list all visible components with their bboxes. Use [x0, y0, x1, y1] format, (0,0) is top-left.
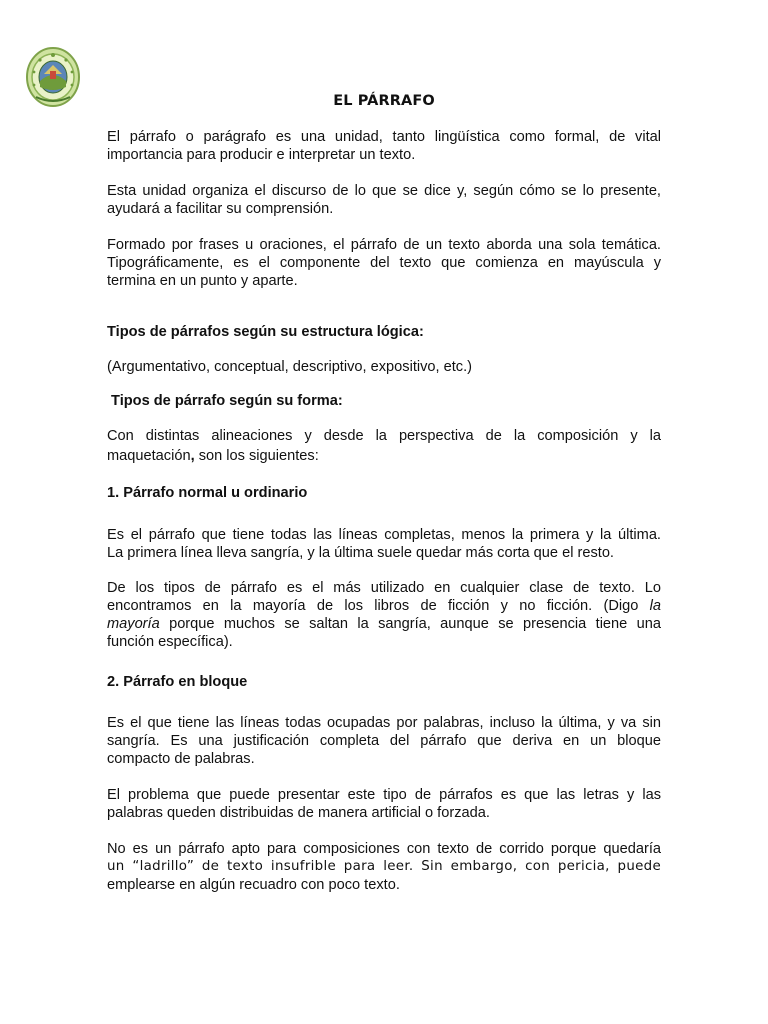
paragraph-line [107, 446, 661, 466]
page-title: EL PÁRRAFO [333, 93, 435, 109]
paragraph-line: El problema que puede presentar este tipo de párrafos es que las letras y las [107, 787, 661, 803]
paragraph-organization [107, 182, 661, 218]
bold-comma: , [190, 448, 195, 464]
paragraph-line [107, 615, 661, 633]
paragraph-line: función específica). [107, 634, 233, 650]
paragraph-line: El párrafo o parágrafo es una unidad, tanto lingüística como formal, de vital [107, 129, 661, 145]
paragraph-line: Esta unidad organiza el discurso de lo que se dice y, según cómo se lo presente, [107, 183, 661, 199]
section-heading-normal-paragraph: 1. Párrafo normal u ordinario [107, 485, 308, 501]
paragraph-line: ayudará a facilitar su comprensión. [107, 201, 334, 217]
paragraph-line: Tipográficamente, es el componente del texto que comienza en mayúscula y [107, 255, 661, 271]
section-heading-form-types: Tipos de párrafo según su forma: [107, 393, 343, 409]
paragraph-line: termina en un punto y aparte. [107, 273, 298, 289]
paragraph-line [107, 597, 661, 615]
paragraph-intro [107, 128, 661, 164]
paragraph-line: sangría. Es una justificación completa del párrafo que deriva en un bloque [107, 733, 661, 749]
paragraph-line: importancia para producir e interpretar un texto. [107, 147, 416, 163]
paragraph-form-intro [107, 426, 661, 466]
paragraph-normal-description [107, 526, 661, 562]
paragraph-line: Con distintas alineaciones y desde la perspectiva de la composición y la [107, 428, 661, 444]
paragraph-line: un “ladrillo” de texto insufrible para leer. Sin embargo, con pericia, puede [107, 859, 661, 874]
maquetacion-word: maquetación [107, 448, 191, 464]
logical-types-examples: (Argumentativo, conceptual, descriptivo, expositivo, etc.) [107, 359, 473, 375]
paragraph-line: La primera línea lleva sangría, y la última suele quedar más corta que el resto. [107, 545, 614, 561]
paragraph-line: Es el párrafo que tiene todas las líneas completas, menos la primera y la última. [107, 527, 661, 543]
paragraph-line: emplearse en algún recuadro con poco texto. [107, 877, 400, 893]
line-text: encontramos en la mayoría de los libros de ficción y no ficción. (Digo [107, 598, 650, 614]
paragraph-block-problem [107, 786, 661, 822]
section-heading-block-paragraph: 2. Párrafo en bloque [107, 674, 248, 690]
line-tail: son los siguientes: [194, 448, 319, 464]
paragraph-line: No es un párrafo apto para composiciones con texto de corrido porque quedaría [107, 841, 661, 857]
paragraph-block-usage [107, 840, 661, 894]
paragraph-line: De los tipos de párrafo es el más utilizado en cualquier clase de texto. Lo [107, 580, 661, 596]
paragraph-line: palabras queden distribuidas de manera artificial o forzada. [107, 805, 490, 821]
paragraph-line: compacto de palabras. [107, 751, 255, 767]
paragraph-line: Formado por frases u oraciones, el párrafo de un texto aborda una sola temática. [107, 237, 661, 253]
paragraph-block-description [107, 714, 661, 768]
paragraph-line: Es el que tiene las líneas todas ocupadas por palabras, incluso la última, y va sin [107, 715, 661, 731]
section-heading-logical-types: Tipos de párrafos según su estructura lógica: [107, 324, 424, 340]
italic-word: la [649, 598, 661, 614]
line-text: porque muchos se saltan la sangría, aunque se presencia tiene una [159, 616, 661, 632]
paragraph-definition [107, 236, 661, 290]
italic-word: mayoría [107, 616, 160, 632]
paragraph-normal-usage [107, 579, 661, 651]
